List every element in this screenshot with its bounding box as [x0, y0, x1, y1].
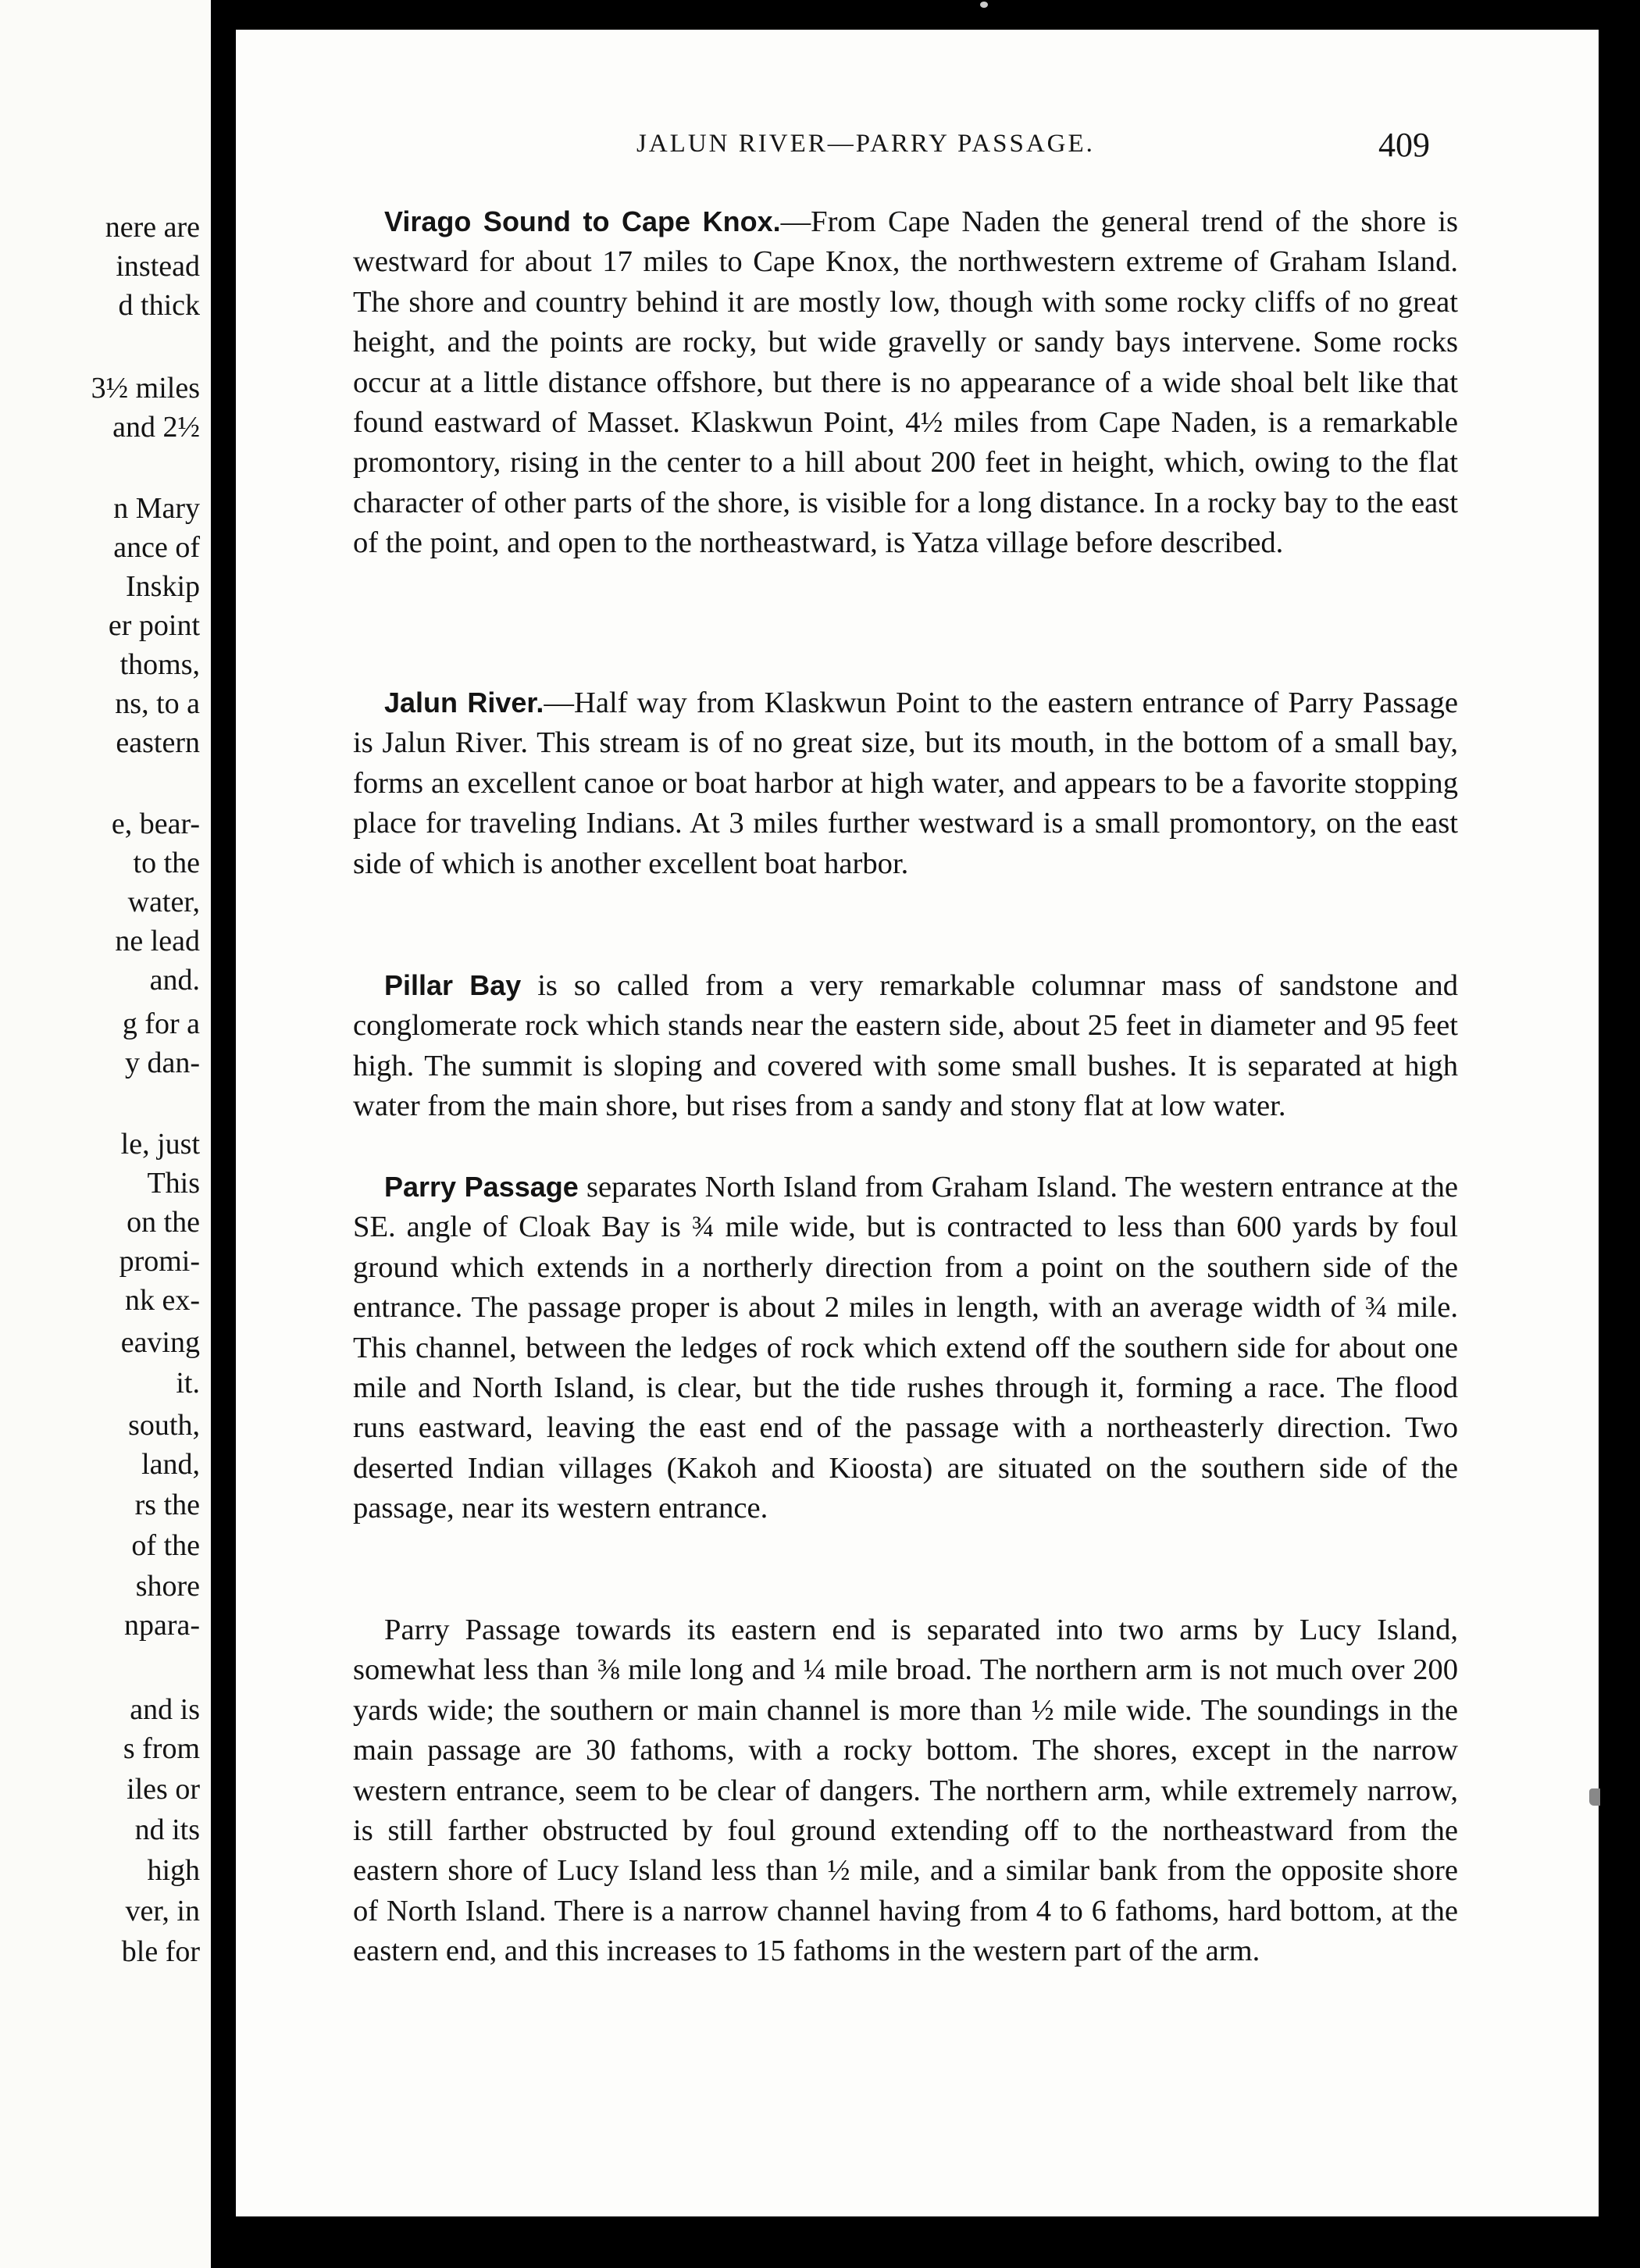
facing-page-fragment: nere are — [105, 211, 200, 244]
paragraph-pillar-bay — [353, 965, 1458, 1127]
facing-page-fragment: y dan- — [124, 1047, 200, 1079]
facing-page-fragment: eastern — [116, 726, 200, 759]
facing-page-fragment: and 2½ — [112, 411, 200, 444]
facing-page-fragment: ns, to a — [115, 687, 200, 720]
facing-page-fragment: er point — [108, 609, 200, 642]
facing-page-fragment: s from — [123, 1732, 200, 1765]
facing-page-fragment: promi- — [119, 1245, 200, 1278]
facing-page-fragment: le, just — [120, 1128, 200, 1161]
facing-page-fragment: nd its — [134, 1813, 200, 1846]
paragraph-body: Parry Passage towards its eastern end is separated into two arms by Lucy Island, somewhat less than ⅜ mile long and ¼ mile broad. The northern arm is not much over 200 yards wide; the southern or main channel is more than ½ mile wide. The soundings in the main passage are 30 fathoms, with a rocky bottom. The shores, except in the narrow western entrance, seem to be clear of dangers. The northern arm, while extremely narrow, is still farther obstructed by foul ground extending off to the northeastward from the eastern shore of Lucy Island less than ½ mile, and a similar bank from the opposite shore of North Island. There is a narrow channel having from 4 to 6 fathoms, hard bottom, at the eastern end, and this increases to 15 fathoms in the western part of the arm. — [353, 1614, 1458, 1968]
facing-page-fragment: nk ex- — [124, 1284, 200, 1317]
facing-page-strip — [0, 0, 211, 2268]
book-gutter — [211, 0, 236, 2268]
paragraph-body: separates North Island from Graham Island. The western entrance at the SE. angle of Cloak Bay is ¾ mile wide, but is contracted to less than 600 yards by foul ground which extends in a northerly direction from a point on the southern side of the entrance. The passage proper is about 2 miles in length, with an average width of ¾ mile. This channel, between the ledges of rock which extend off the southern side for about one mile and North Island, is clear, but the tide rushes through it, forming a race. The flood runs eastward, leaving the east end of the passage with a northeasterly direction. Two deserted Indian villages (Kakoh and Kioosta) are situated on the southern side of the passage, near its western entrance. — [353, 1171, 1459, 1525]
paragraph-body: is so called from a very remarkable columnar mass of sandstone and conglomerate rock which stands near the eastern side, about 25 feet in diameter and 95 feet high. The summit is sloping and covered with some small bushes. It is separated at high water from the main shore, but rises from a sandy and stony flat at low water. — [353, 969, 1458, 1123]
facing-page-fragment: instead — [116, 250, 200, 283]
scan-speck — [980, 2, 988, 8]
facing-page-fragment: e, bear- — [111, 808, 200, 840]
facing-page-fragment: npara- — [123, 1609, 200, 1642]
facing-page-fragment: water, — [127, 886, 200, 918]
running-head: JALUN RIVER—PARRY PASSAGE. — [636, 130, 1095, 158]
facing-page-fragment: ver, in — [125, 1895, 200, 1927]
facing-page-fragment: ance of — [113, 531, 200, 564]
facing-page-fragment: iles or — [127, 1773, 200, 1806]
paragraph-heading: Jalun River. — [384, 686, 544, 719]
facing-page-fragment: Inskip — [126, 570, 200, 603]
facing-page-fragment: south, — [128, 1409, 200, 1442]
facing-page-fragment: and is — [130, 1693, 200, 1726]
scan-border — [1599, 0, 1640, 2268]
paragraph-heading: Parry Passage — [384, 1171, 579, 1203]
facing-page-fragment: and. — [149, 964, 200, 997]
facing-page-fragment: it. — [176, 1367, 200, 1400]
facing-page-fragment: on the — [127, 1206, 200, 1239]
facing-page-fragment: shore — [135, 1570, 200, 1603]
paragraph-jalun-river — [353, 683, 1458, 884]
paragraph-body: —Half way from Klaskwun Point to the eastern entrance of Parry Passage is Jalun River. This stream is of no great size, but its mouth, in the bottom of a small bay, forms an excellent canoe or boat harbor at high water, and appears to be a favorite stopping place for traveling Indians. At 3 miles further westward is a small promontory, on the east side of which is another excellent boat harbor. — [353, 686, 1458, 880]
facing-page-fragment: thoms, — [119, 648, 200, 681]
paragraph-body: —From Cape Naden the general trend of the shore is westward for about 17 miles to Cape Knox, the northwestern extreme of Graham Island. The shore and country behind it are mostly low, though with some rocky cliffs of no great height, and the points are rocky, but wide gravelly or sandy bays intervene. Some rocks occur at a little distance offshore, but there is no appearance of a wide shoal belt like that found eastward of Masset. Klaskwun Point, 4½ miles from Cape Naden, is a remarkable promontory, rising in the center to a hill about 200 feet in height, which, owing to the flat character of other parts of the shore, is visible for a long distance. In a rocky bay to the east of the point, and open to the northeastward, is Yatza village before described. — [353, 205, 1458, 560]
facing-page-fragment: rs the — [134, 1489, 200, 1521]
facing-page-fragment: ble for — [121, 1935, 200, 1968]
paragraph-virago-sound — [353, 201, 1458, 564]
facing-page-fragment: eaving — [120, 1326, 200, 1359]
facing-page-fragment: ne lead — [115, 925, 200, 957]
facing-page-fragment: land, — [141, 1448, 200, 1481]
facing-page-fragment: g for a — [122, 1007, 200, 1040]
page-number: 409 — [1378, 126, 1430, 164]
paragraph-parry-passage — [353, 1167, 1458, 1529]
facing-page-fragment: of the — [131, 1529, 200, 1562]
facing-page-fragment: high — [147, 1854, 200, 1887]
paragraph-heading: Pillar Bay — [384, 969, 522, 1001]
facing-page-fragment: 3½ miles — [91, 372, 200, 405]
page-edge-mark — [1589, 1788, 1600, 1806]
facing-page-fragment: This — [147, 1167, 200, 1200]
paragraph-lucy-island — [353, 1610, 1458, 1972]
facing-page-fragment: n Mary — [113, 492, 200, 525]
facing-page-fragment: to the — [133, 847, 200, 879]
facing-page-fragment: d thick — [118, 289, 200, 322]
paragraph-heading: Virago Sound to Cape Knox. — [384, 205, 781, 237]
